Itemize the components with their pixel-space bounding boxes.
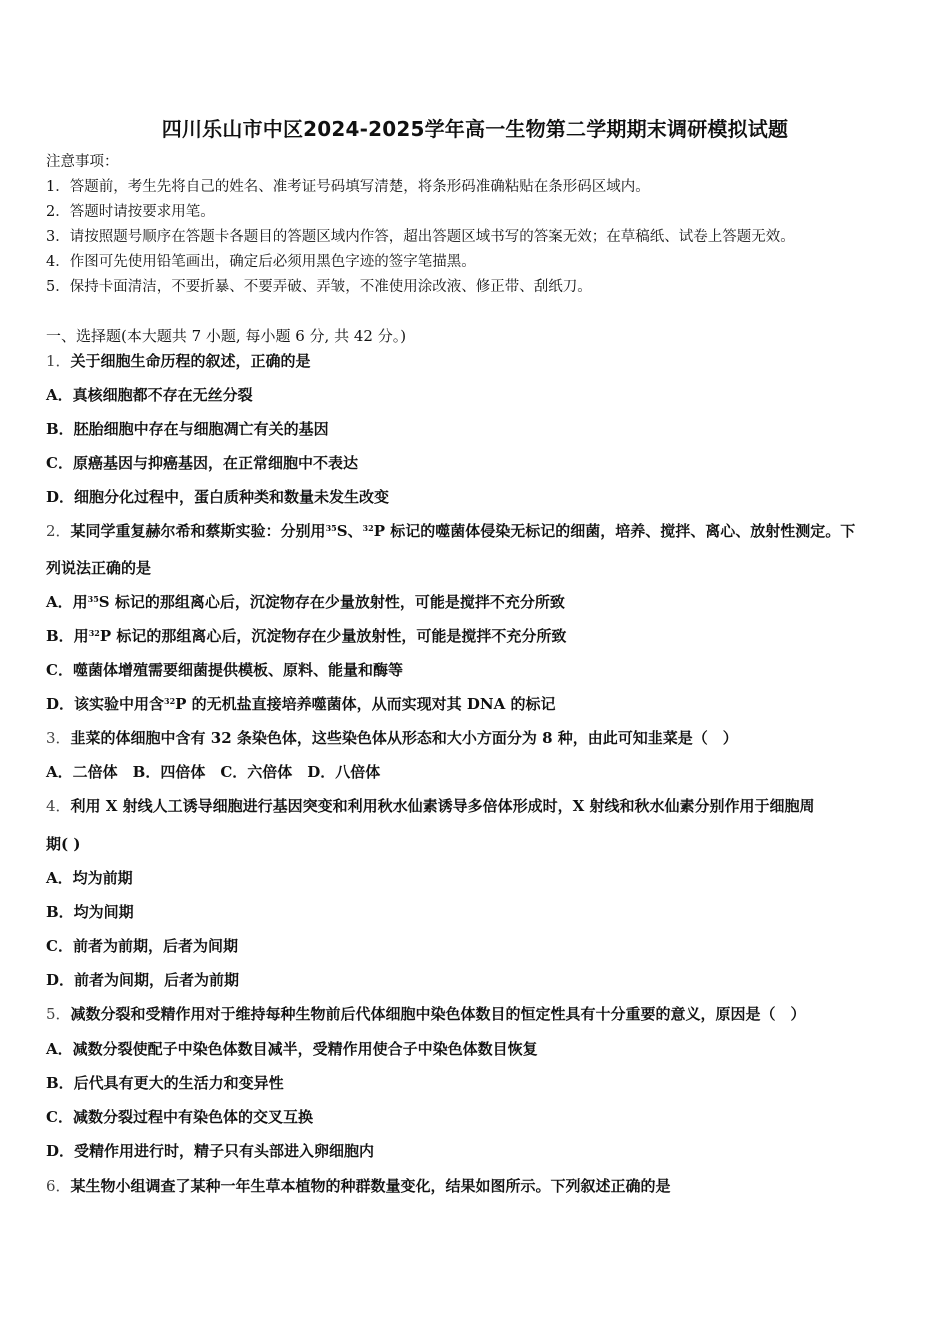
question-number: 3． [46,729,71,747]
q4-option-b: B．均为间期 [46,903,134,921]
q1-option-c: C．原癌基因与抑癌基因，在正常细胞中不表达 [46,454,358,472]
option-text: S 标记的那组离心后，沉淀物存在少量放射性，可能是搅拌不充分所致 [98,593,565,611]
q5-option-b: B．后代具有更大的生活力和变异性 [46,1074,284,1092]
option-text: D．该实验中用含 [46,695,165,713]
superscript: 35 [87,594,99,604]
superscript: 32 [164,696,176,706]
question-6 [46,1176,671,1196]
notice-item-4: 4．作图可先使用铅笔画出，确定后必须用黑色字迹的签字笔描黑。 [46,254,476,270]
q1-option-d: D．细胞分化过程中，蛋白质种类和数量未发生改变 [46,488,390,506]
question-number: 2． [46,522,71,540]
question-2-continued: 列说法正确的是 [46,559,152,577]
notice-item-3: 3．请按照题号顺序在答题卡各题目的答题区域内作答，超出答题区域书写的答案无效；在草稿纸、试卷上答题无效。 [46,229,795,245]
q1-option-b: B．胚胎细胞中存在与细胞凋亡有关的基因 [46,420,329,438]
notice-heading: 注意事项： [46,154,119,170]
q4-option-c: C．前者为前期，后者为间期 [46,937,238,955]
q2-option-c: C．噬菌体增殖需要细菌提供模板、原料、能量和酶等 [46,661,403,679]
question-stem: 利用 X 射线人工诱导细胞进行基因突变和利用秋水仙素诱导多倍体形成时，X 射线和秋水仙素分别作用于细胞周 [70,797,815,815]
option-text: B．用 [46,627,89,645]
question-2 [46,521,855,541]
question-stem: 某生物小组调查了某种一年生草本植物的种群数量变化，结果如图所示。下列叙述正确的是 [70,1177,671,1195]
question-stem: 韭菜的体细胞中含有 32 条染色体，这些染色体从形态和大小方面分为 8 种，由此可知韭菜是（ ） [70,729,738,747]
question-5 [46,1004,806,1024]
question-3 [46,728,738,748]
q2-option-d [46,694,555,714]
option-text: A．用 [46,593,88,611]
question-number: 4． [46,797,71,815]
question-number: 5． [46,1005,71,1023]
superscript: 32 [362,523,374,533]
superscript: 35 [325,523,337,533]
q2-option-a [46,592,565,612]
q5-option-a: A．减数分裂使配子中染色体数目减半，受精作用使合子中染色体数目恢复 [46,1040,538,1058]
q3-options: A．二倍体 B．四倍体 C．六倍体 D．八倍体 [46,763,381,781]
notice-item-1: 1．答题前，考生先将自己的姓名、准考证号码填写清楚，将条形码准确粘贴在条形码区域内。 [46,179,650,195]
question-number: 1． [46,352,71,370]
q4-option-a: A．均为前期 [46,869,133,887]
q1-option-a: A．真核细胞都不存在无丝分裂 [46,386,253,404]
question-4 [46,796,815,816]
question-stem: 关于细胞生命历程的叙述，正确的是 [70,352,311,370]
q2-option-b [46,626,566,646]
question-stem-part: S、 [336,522,363,540]
question-1 [46,351,311,371]
question-stem-part: 某同学重复赫尔希和蔡斯实验：分别用 [70,522,326,540]
option-text: P 标记的那组离心后，沉淀物存在少量放射性，可能是搅拌不充分所致 [99,627,567,645]
question-4-continued: 期( ) [46,835,81,853]
notice-item-2: 2．答题时请按要求用笔。 [46,204,215,220]
question-number: 6． [46,1177,71,1195]
question-stem-part: P 标记的噬菌体侵染无标记的细菌，培养、搅拌、离心、放射性测定。下 [373,522,856,540]
q5-option-d: D．受精作用进行时，精子只有头部进入卵细胞内 [46,1142,375,1160]
option-text: P 的无机盐直接培养噬菌体，从而实现对其 DNA 的标记 [175,695,556,713]
notice-item-5: 5．保持卡面清洁，不要折暴、不要弄破、弄皱，不准使用涂改液、修正带、刮纸刀。 [46,279,592,295]
q5-option-c: C．减数分裂过程中有染色体的交叉互换 [46,1108,313,1126]
q4-option-d: D．前者为间期，后者为前期 [46,971,240,989]
question-stem: 减数分裂和受精作用对于维持每种生物前后代体细胞中染色体数目的恒定性具有十分重要的意义，原因是（ ） [70,1005,806,1023]
page-title: 四川乐山市中区2024-2025学年高一生物第二学期期末调研模拟试题 [161,117,789,141]
superscript: 32 [88,628,100,638]
section-heading: 一、选择题(本大题共 7 小题, 每小题 6 分, 共 42 分。) [46,327,407,345]
